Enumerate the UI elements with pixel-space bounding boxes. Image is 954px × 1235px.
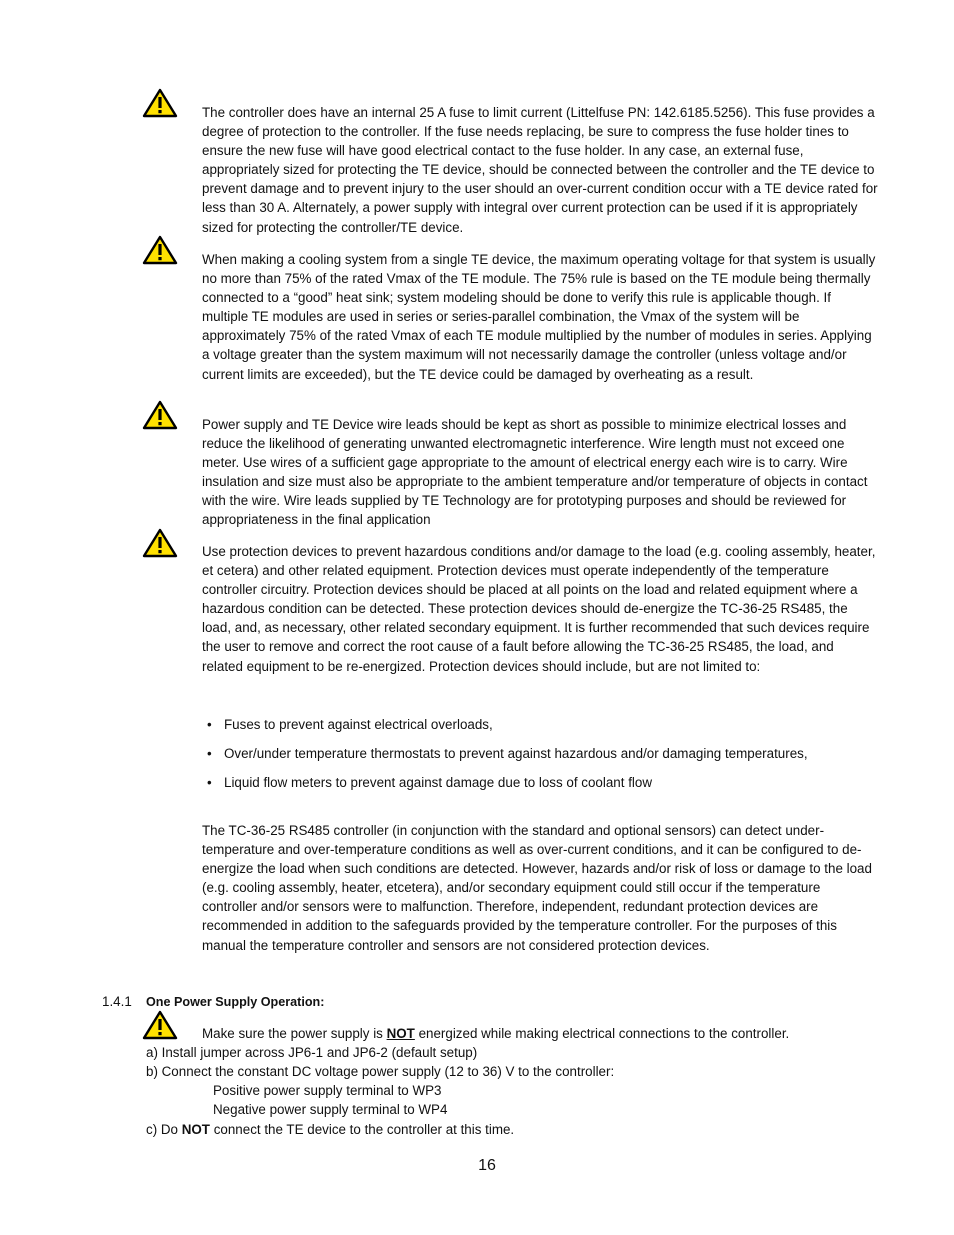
warning-triangle-icon (142, 1010, 178, 1040)
step-a: a) Install jumper across JP6-1 and JP6-2 (default setup) (146, 1045, 478, 1060)
section-number: 1.4.1 (102, 994, 132, 1009)
step-b-negative: Negative power supply terminal to WP4 (213, 1102, 448, 1117)
list-item: • Liquid flow meters to prevent against damage due to loss of coolant flow (207, 775, 653, 790)
step-c: c) Do NOT connect the TE device to the controller at this time. (146, 1122, 515, 1137)
step-b-positive: Positive power supply terminal to WP3 (213, 1083, 442, 1098)
warning-triangle-icon (142, 528, 178, 558)
step-b: b) Connect the constant DC voltage power supply (12 to 36) V to the controller: (146, 1064, 615, 1079)
list-item: • Over/under temperature thermostats to prevent against hazardous and/or damaging temperatures, (207, 746, 808, 761)
warning-paragraph-fuse: The controller does have an internal 25 A fuse to limit current (Littelfuse PN: 142.6185.5256). This fuse provides a degree of protection to the controller. If the fuse needs replacing, be sure to compress the fuse holder tines to ensure the new fuse will have good electrical contact to the fuse holder. In any case, an external fuse, appropriately sized for protecting the TE device, should be connected between the controller and the TE device to prevent damage and to prevent injury to the user should an over-current condition occur with a TE device rated for less than 30 A. Alternately, a power supply with integral over current protection can be used if it is appropriately sized for protecting the controller/TE device. (202, 105, 878, 235)
bullet-icon: • (207, 717, 212, 732)
list-item: • Fuses to prevent against electrical overloads, (207, 717, 493, 732)
not-emphasis: NOT (386, 1026, 415, 1041)
closing-paragraph: The TC-36-25 RS485 controller (in conjunction with the standard and optional sensors) can detect under-temperature and over-temperature conditions as well as over-current conditions, and it can be configured to de-energize the load when such conditions are detected. However, hazards and/or risk of loss or damage to the load (e.g. cooling assembly, heater, etcetera), and/or secondary equipment could still occur if the temperature controller and/or sensors were to malfunction. Therefore, independent, redundant protection devices are recommended in addition to the safeguards provided by the temperature controller. For the purposes of this manual the temperature controller and sensors are not considered protection devices. (202, 823, 872, 953)
bullet-icon: • (207, 746, 212, 761)
warning-paragraph-wire-leads: Power supply and TE Device wire leads should be kept as short as possible to minimize electrical losses and reduce the likelihood of generating unwanted electromagnetic interference. Wire length must not exceed one meter. Use wires of a sufficient gage appropriate to the amount of electrical energy each wire is to carry. Wire insulation and size must also be appropriate to the ambient temperature and/or temperature of objects in contact with the wire. Wire leads supplied by TE Technology are for prototyping purposes and should be reviewed for appropriateness in the final application (202, 417, 868, 528)
bullet-icon: • (207, 775, 212, 790)
power-warning-text: Make sure the power supply is NOT energized while making electrical connections to the controller. (202, 1026, 790, 1041)
warning-triangle-icon (142, 400, 178, 430)
warning-triangle-icon (142, 88, 178, 118)
warning-paragraph-protection-devices: Use protection devices to prevent hazardous conditions and/or damage to the load (e.g. cooling assembly, heater, et cetera) and other related equipment. Protection devices must operate independently of the temperature controller circuitry. Protection devices should be placed at all points on the load and related equipment where a hazardous condition can be detected. These protection devices should de-energize the TC-36-25 RS485, the load, and, as necessary, other related secondary equipment. It is further recommended that such devices require the user to remove and correct the root cause of a fault before allowing the TC-36-25 RS485, the load, and related equipment to be re-energized. Protection devices should include, but are not limited to: (202, 544, 876, 674)
warning-triangle-icon (142, 235, 178, 265)
warning-paragraph-voltage: When making a cooling system from a single TE device, the maximum operating voltage for that system is usually no more than 75% of the rated Vmax of the TE module. The 75% rule is based on the TE module being thermally connected to a “good” heat sink; system modeling should be done to verify this rule is applicable though. If multiple TE modules are used in series or series-parallel combination, the Vmax of the system will be approximately 75% of the rated Vmax of each TE module multiplied by the number of modules in series. Applying a voltage greater than the system maximum will not necessarily damage the controller (unless voltage and/or current limits are exceeded), but the TE device could be damaged by overheating as a result. (202, 252, 876, 382)
page-number: 16 (478, 1157, 496, 1174)
section-heading (102, 992, 324, 1012)
protection-device-list (202, 715, 882, 802)
section-title: One Power Supply Operation: (146, 995, 325, 1009)
not-emphasis: NOT (181, 1122, 210, 1137)
